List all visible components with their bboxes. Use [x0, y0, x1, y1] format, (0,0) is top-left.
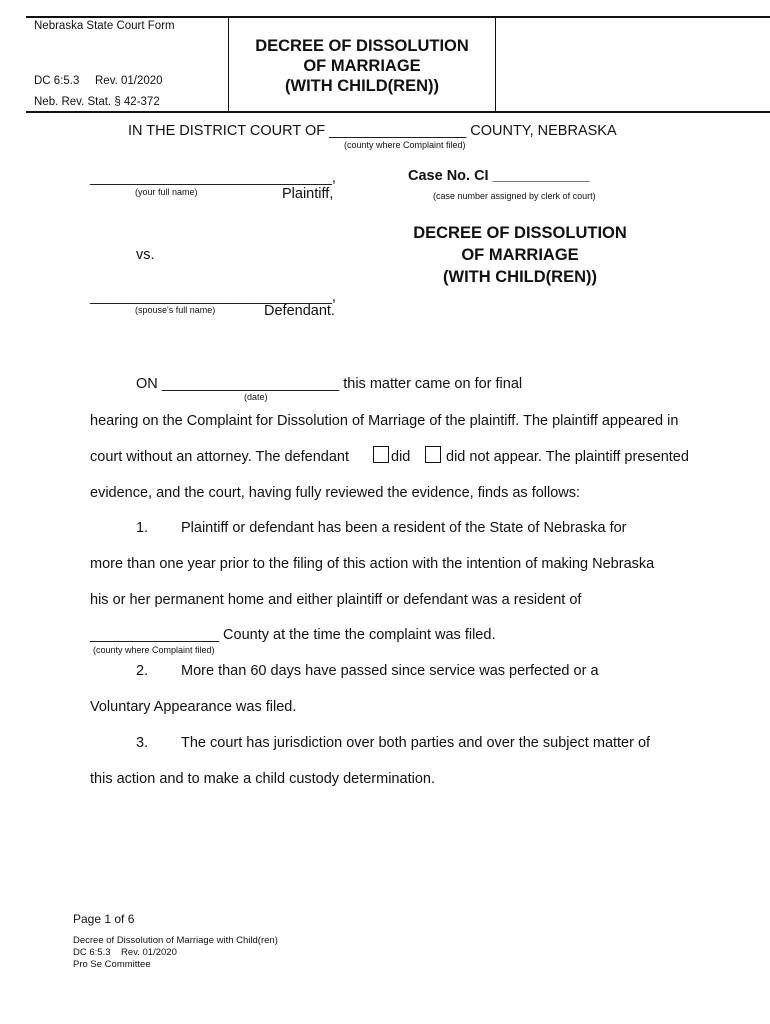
header-divider-right [495, 17, 496, 112]
appearance-line-prefix: court without an attorney. The defendant [90, 449, 350, 465]
form-revision: Rev. 01/2020 [95, 75, 163, 87]
header-title-line1: DECREE OF DISSOLUTION [255, 37, 469, 55]
did-not-appear-checkbox[interactable] [425, 446, 441, 463]
plaintiff-name-field[interactable]: ______________________________, [90, 170, 336, 186]
item3-number: 3. [136, 735, 149, 751]
defendant-name-field[interactable]: ______________________________, [90, 289, 336, 305]
header-top-rule [26, 16, 770, 18]
item1-line2: more than one year prior to the filing of this action with the intention of making Nebraska [90, 556, 655, 572]
caption-title-line1: DECREE OF DISSOLUTION [413, 224, 627, 242]
page-number: Page 1 of 6 [73, 912, 135, 926]
defendant-label: Defendant. [264, 303, 335, 319]
defendant-hint: (spouse's full name) [135, 305, 216, 315]
evidence-line: evidence, and the court, having fully reviewed the evidence, finds as follows: [90, 485, 581, 501]
did-appear-checkbox[interactable] [373, 446, 389, 463]
court-line: IN THE DISTRICT COURT OF _________________ COUNTY, NEBRASKA [128, 123, 617, 139]
hearing-line: hearing on the Complaint for Dissolution of Marriage of the plaintiff. The plaintiff appeared in [90, 413, 679, 429]
item3-line2: this action and to make a child custody determination. [90, 771, 435, 787]
case-number-hint: (case number assigned by clerk of court) [433, 191, 596, 201]
header-title [229, 36, 495, 96]
caption-title-line2: OF MARRIAGE [461, 246, 579, 264]
versus-label: vs. [136, 247, 155, 263]
form-id: DC 6:5.3 [34, 75, 80, 87]
case-number-field[interactable]: Case No. CI ____________ [408, 168, 590, 184]
item1-line1: Plaintiff or defendant has been a resident of the State of Nebraska for [181, 520, 627, 536]
form-label: Nebraska State Court Form [34, 20, 175, 32]
did-option-label: did [391, 449, 411, 465]
hearing-date-line[interactable]: ON ______________________ this matter came on for final [136, 376, 523, 392]
statute-reference: Neb. Rev. Stat. § 42-372 [34, 96, 160, 108]
did-not-option-label: did not appear. The plaintiff presented [446, 449, 689, 465]
county-hint: (county where Complaint filed) [344, 140, 466, 150]
item1-line3: his or her permanent home and either plaintiff or defendant was a resident of [90, 592, 582, 608]
footer-doc-id: DC 6:5.3 Rev. 01/2020 [73, 947, 177, 958]
header-title-line2: OF MARRIAGE [303, 57, 421, 75]
plaintiff-hint: (your full name) [135, 187, 198, 197]
header-bottom-rule [26, 111, 770, 113]
date-hint: (date) [244, 392, 268, 402]
item2-number: 2. [136, 663, 149, 679]
item3-line1: The court has jurisdiction over both parties and over the subject matter of [181, 735, 651, 751]
plaintiff-label: Plaintiff, [282, 186, 334, 202]
header-title-line3: (WITH CHILD(REN)) [285, 77, 439, 95]
footer-committee: Pro Se Committee [73, 959, 151, 970]
item2-line1: More than 60 days have passed since service was perfected or a [181, 663, 599, 679]
caption-title-line3: (WITH CHILD(REN)) [443, 268, 597, 286]
item1-county-field[interactable]: ________________ County at the time the complaint was filed. [90, 627, 496, 643]
item1-county-hint: (county where Complaint filed) [93, 645, 215, 655]
item2-line2: Voluntary Appearance was filed. [90, 699, 297, 715]
item1-number: 1. [136, 520, 149, 536]
caption-title [395, 222, 645, 288]
footer-doc-title: Decree of Dissolution of Marriage with Child(ren) [73, 935, 278, 946]
footer-block [73, 935, 278, 971]
